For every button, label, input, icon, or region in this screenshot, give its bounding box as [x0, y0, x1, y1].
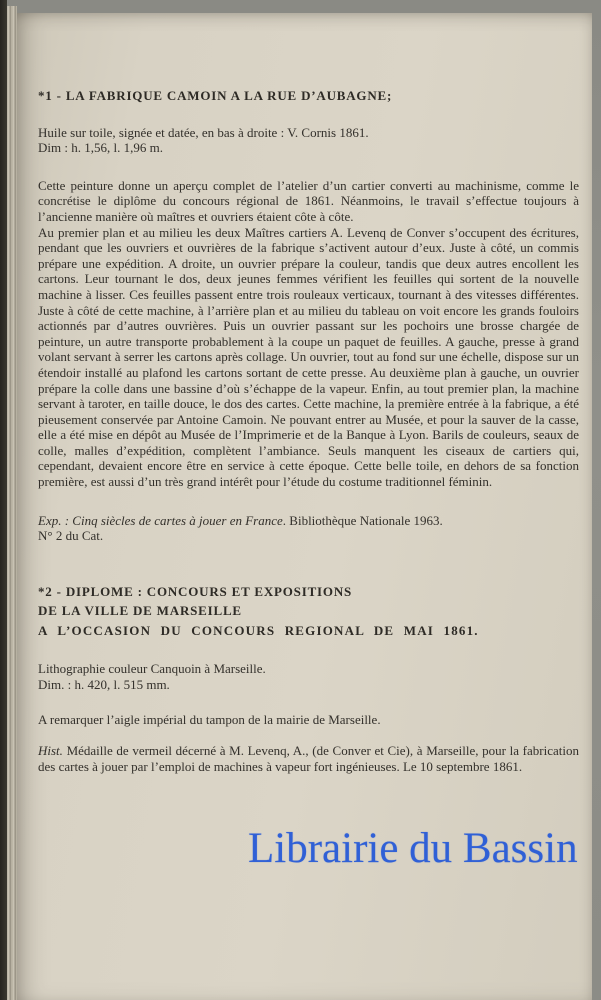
book-page	[17, 13, 592, 1000]
bookseller-watermark: Librairie du Bassin	[248, 825, 578, 872]
entry1-exhibition-note	[38, 513, 579, 544]
entry2-history	[38, 743, 579, 774]
entry2-heading-line2: DE LA VILLE DE MARSEILLE	[38, 603, 242, 619]
entry1-paragraph-2: Au premier plan et au milieu les deux Maîtres cartiers A. Levenq de Conver s’occupent des écritures, pendant que les ouvriers et ouvrières de la fabrique s’activent autour d’eux. Juste à côté, un commis prépare une expédition. A droite, un ouvrier prépare la couleur, tandis que deux autres encollent les cartons. Leur tournant le dos, deux jeunes femmes vérifient les feuilles qui sortent de la nouvelle machine à lisser. Ces feuilles passent entre trois rouleaux verticaux, tournant à des vitesses différentes. Juste à côté de cette machine, à l’arrière plan et au milieu du tableau on voit encore les grands fouloirs actionnés par d’autres ouvrières. Puis un ouvrier passant sur les pochoirs une brosse chargée de peinture, un autre transporte probablement à la coupe un paquet de feuilles. A gauche, presse à grand volant servant à serrer les cartons après collage. Un ouvrier, tout au fond sur une échelle, dispose sur un étendoir installé au plafond les cartons sortant de cette presse. Au deuxième plan à gauche, un ouvrier prépare la colle dans une bassine d’où s’échappe de la vapeur. Enfin, au tout premier plan, la machine servant à taroter, en taille douce, le dos des cartes. Cette machine, la première entrée à la fabrique, a été pieusement conservée par Antoine Camoin. Ne pouvant entrer au Musée, et pour la sauver de la casse, elle a été mise en dépôt au Musée de l’Imprimerie et de la Banque à Lyon. Barils de couleurs, seaux de colle, malles d’expédition, complètent l’ambiance. Seuls manquent les ciseaux de cartiers qui, cependant, devaient encore être en service à cette époque. Cette belle toile, en dehors de sa fonction première, est aussi d’un très grand intérêt pour l’étude du costume traditionnel féminin.	[38, 224, 579, 490]
book-page-edges	[7, 6, 17, 1000]
entry1-medium: Huile sur toile, signée et datée, en bas à droite : V. Cornis 1861.	[38, 124, 369, 140]
exp-catalogue-title: Cinq siècles de cartes à jouer en France	[72, 512, 283, 528]
exp-cat-number: N° 2 du Cat.	[38, 528, 104, 544]
entry1-heading: *1 - LA FABRIQUE CAMOIN A LA RUE D’AUBAGNE;	[38, 88, 393, 103]
entry2-remark: A remarquer l’aigle impérial du tampon de la mairie de Marseille.	[38, 711, 381, 727]
entry2-heading-line3: A L’OCCASION DU CONCOURS REGIONAL DE MAI 1861.	[38, 622, 479, 638]
exp-label: Exp. :	[38, 512, 73, 528]
entry2-dimensions: Dim. : h. 420, l. 515 mm.	[38, 676, 170, 692]
entry2-medium: Lithographie couleur Canquoin à Marseille.	[38, 661, 266, 677]
entry1-paragraph-1: Cette peinture donne un aperçu complet de l’atelier d’un cartier converti au machinisme, comme le concrétise le diplôme du concours régional de 1861. Néanmoins, le travail s’effectue toujours à l’ancienne manière où maîtres et ouvriers étaient côte à côte.	[38, 177, 579, 224]
entry1-technique-block	[38, 125, 579, 156]
entry2-technique-block	[38, 661, 579, 692]
page-content	[38, 88, 579, 774]
hist-label: Hist.	[38, 743, 63, 759]
entry1-dimensions: Dim : h. 1,56, l. 1,96 m.	[38, 140, 163, 156]
hist-text: Médaille de vermeil décerné à M. Levenq, A., (de Conver et Cie), à Marseille, pour la fabrication des cartes à jouer par l’emploi de machines à vapeur fort ingénieuses. Le 10 septembre 1861.	[38, 743, 579, 774]
exp-reference: . Bibliothèque Nationale 1963.	[282, 512, 443, 528]
entry2-heading-line1: *2 - DIPLOME : CONCOURS ET EXPOSITIONS	[38, 583, 353, 599]
book-spine-shadow	[0, 0, 7, 1000]
entry1-description	[38, 178, 579, 490]
entry2-heading	[38, 582, 579, 641]
